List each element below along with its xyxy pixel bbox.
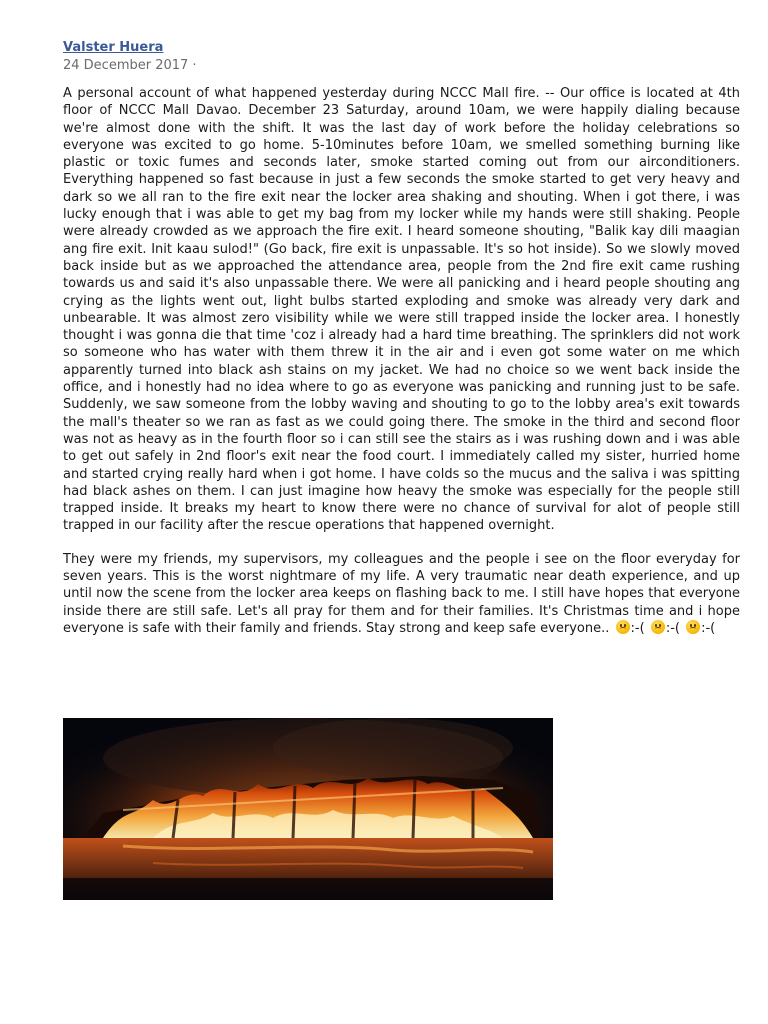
post-paragraph-1: A personal account of what happened yesterday during NCCC Mall fire. -- Our office is located at 4th floor of NCCC Mall Davao. December 23 Saturday, around 10am, we were happily dialing because we're almost done with the shift. It was the last day of work before the holiday celebrations so everyone was excited to go home. 5-10minutes before 10am, we smelled something burning like plastic or toxic fumes and seconds later, smoke started coming out from our airconditioners. Everything happened so fast because in just a few seconds the smoke started to get very heavy and dark so we all ran to the fire exit near the locker area shaking and shouting. When i got there, i was lucky enough that i was able to get my bag from my locker while my hands were still shaking. People were already crowded as we approach the fire exit. I heard someone shouting, "Balik kay dili maagian ang fire exit. Init kaau sulod!" (Go back, fire exit is unpassable. It's so hot inside). So we slowly moved back inside but as we approached the attendance area, people from the 2nd fire exit came rushing towards us and said it's also unpassable there. We were all panicking and i heard people shouting ang crying as the lights went out, light bulbs started exploding and smoke was already very dark and unbearable. It was almost zero visibility while we were still trapped inside the locker area. I honestly thought i was gonna die that time 'coz i already had a hard time breathing. The sprinklers did not work so someone who has water with them threw it in the air and i even got some water on me which apparently turned into black ash stains on my jacket. We had no choice so we went back inside the office, and i honestly had no idea where to go as everyone was panicking and running just to be safe. Suddenly, we saw someone from the lobby waving and shouting to go to the lobby area's exit towards the mall's theater so we ran as fast as we could going there. The smoke in the third and second floor was not as heavy as in the fourth floor so i can still see the stairs as i was rushing down and i was able to get out safely in 2nd floor's exit near the food court. I immediately called my sister, hurried home and started crying really hard when i got home. I have colds so the mucus and the saliva i was spitting had black ashes on them. I can just imagine how heavy the smoke was especially for the people still trapped inside. It breaks my heart to know there were no chance of survival for alot of people still trapped in our facility after the rescue operations that happened overnight.	[63, 86, 740, 534]
post-photo[interactable]	[63, 718, 553, 900]
sad-face-emoji-icon	[651, 620, 665, 634]
emoticon-1: :-(	[630, 620, 645, 636]
sad-face-emoji-icon	[686, 620, 700, 634]
emoticon-3: :-(	[701, 620, 716, 636]
sad-face-emoji-icon	[616, 620, 630, 634]
post-body	[63, 85, 740, 637]
post-date: 24 December 2017 ·	[63, 58, 197, 73]
post-paragraph-2-text: They were my friends, my supervisors, my colleagues and the people i see on the floor everyday for seven years. This is the worst nightmare of my life. A very traumatic near death experience, and up until now the scene from the locker area keeps on flashing back to me. I still have hopes that everyone inside there are still safe. Let's all pray for them and for their families. It's Christmas time and i hope everyone is safe with their family and friends. Stay strong and keep safe everyone..	[63, 551, 740, 636]
post-paragraph-2	[63, 551, 740, 637]
emoticon-2: :-(	[665, 620, 680, 636]
facebook-post	[63, 36, 740, 637]
fire-photo-image	[63, 718, 553, 900]
author-name-link[interactable]: Valster Huera	[63, 40, 164, 55]
